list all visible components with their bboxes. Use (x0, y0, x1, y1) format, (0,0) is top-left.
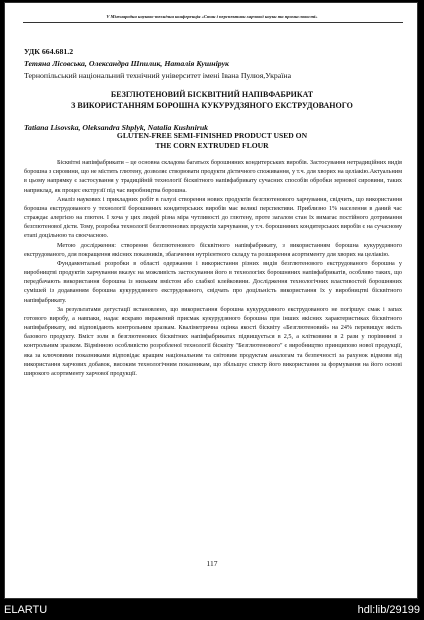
paragraph: Метою дослідження: створення безглютенового бісквітного напівфабрикату, з використанням борошна кукурудзяного екструдованого, для покращення якісних показників, збагачення нутрієнтного складу та розширення асортименту для хворих на целіакію. (24, 241, 402, 258)
title-ukrainian (24, 89, 400, 111)
page-number: 117 (206, 559, 218, 568)
article-body (24, 158, 402, 378)
title-ukrainian-line-1: БЕЗГЛЮТЕНОВИЙ БІСКВІТНИЙ НАПІВФАБРИКАТ (110, 90, 314, 99)
affiliation: Тернопільський національний технічний університет імені Івана Пулюя,Україна (24, 71, 292, 80)
authors-english: Tatiana Lisovska, Oleksandra Shplyk, Natalia Kushniruk (24, 123, 209, 132)
title-english-line-2: THE CORN EXTRUDED FLOUR (155, 141, 269, 150)
udk-code: УДК 664.681.2 (24, 47, 74, 56)
paragraph: Фундаментальні розробки в області одержання і використання різних видів безглютенового екструдованого борошна у виробництві продуктів харчування вказує на можливість застосування його в технологіях борошняних напівфабрикатів, особливо таких, що передбачають використання борошна із низьким вмістом або слабкої клейковини. Дослідження технологічних властивостей борошняних сумішей із додаванням борошна кукурудзяного екструдованого, свідчать про доцільність використання їх у виробництві бісквітного напівфабрикату. (24, 259, 402, 304)
conference-header: V Міжнародна науково-технічна конференція «Стан і перспективи харчової науки та промисловості» (106, 14, 318, 19)
paragraph: За результатами дегустації встановлено, що використання борошна кукурудзяного екструдованого не погіршує смак і запах готового виробу, а навпаки, надає яскраво виражений присмак кукурудзяного борошна при інших якісних характеристиках бісквітного напівфабрикату, які відповідають контрольним зразкам. Кваліметрична оцінка якості бісквіту «Безглютеновий» на 24% перевищує якість базового продукту. Вміст золи в безглютенових бісквітних напівфабрикатах підвищується в 2,5, а клітковини в 2 рази у порівнянні з контрольним зразком. Відмінною особливістю розробленої технології бісквіту "Безглютенового" є виробництво принципово нової продукції, яка за ключовими показниками відповідає кращим національним та світовим продуктам аналогам та безпечності за рахунок відмови від використання харчових добавок, високим технологічним показникам, що збільшує спектр його використання за формування на його основі широкого асортименту харчової продукції. (24, 305, 402, 377)
handle-identifier: hdl:lib/29199 (357, 604, 420, 616)
repository-footer (0, 600, 424, 620)
authors-ukrainian: Тетяна Лісовська, Олександра Шпилик, Наталія Кушнірук (24, 59, 229, 68)
paragraph: Бісквітні напівфабрикати – це основна складова багатьох борошняних кондитерських виробів. Застосування нетрадиційних видів борошна з сировини, що не містить глютену, дозволяє створювати продукти дієтичного споживання, у т.ч. для хворих на целіакію.Актуальним в цьому напрямку є застосування у традиційній технології бісквітного напівфабрикату сучасних способів обробки зернової сировини, таких наприклад, як процес екструзії під час виробництва борошна. (24, 159, 402, 194)
title-ukrainian-line-2: З ВИКОРИСТАННЯМ БОРОШНА КУКУРУДЗЯНОГО ЕКСТРУДОВАНОГО (71, 101, 353, 110)
title-english (24, 131, 400, 151)
document-page (4, 2, 418, 599)
header-divider (23, 22, 403, 23)
title-english-line-1: GLUTEN-FREE SEMI-FINISHED PRODUCT USED ON (116, 131, 308, 140)
repository-name: ELARTU (4, 604, 48, 616)
paragraph: Аналіз наукових і прикладних робіт в галузі створення нових продуктів безглютенового харчування, свідчить, що використання борошна екструдованого у технології борошняних кондитерських виробів має великі перспективи. Приблизно 1% населення в даний час страждає алергією на глютен. І хоча у цих людей різна міра чутливості до глютену, проте загалом стан їх вимагає постійного дотримання безглютенової дієти. Тому, розробка технології безглютенових продуктів харчування, у т.ч. борошняних кондитерських виробів є на сучасному етапі доцільною та своєчасною. (24, 195, 402, 240)
